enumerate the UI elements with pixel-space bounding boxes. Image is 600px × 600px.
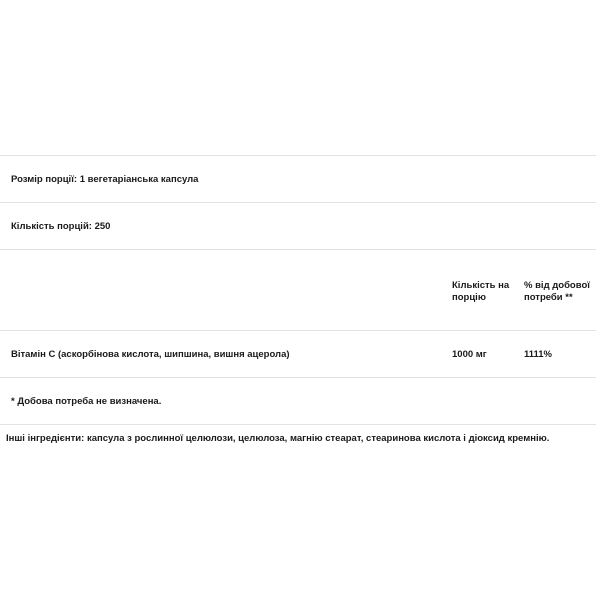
nutrient-name: Вітамін С (аскорбінова кислота, шипшина, вишня ацерола) — [11, 349, 290, 360]
servings-per-container-row — [0, 202, 596, 249]
daily-value-header: % від добової потреби ** — [524, 280, 590, 303]
nutrient-amount: 1000 мг — [452, 349, 487, 360]
servings-per-container-value: 250 — [94, 221, 111, 232]
servings-per-container-text — [11, 221, 110, 233]
footnote-row — [0, 377, 596, 424]
serving-size-text — [11, 174, 198, 186]
serving-size-row — [0, 155, 596, 202]
other-ingredients-text — [6, 433, 549, 445]
table-header-row — [0, 249, 596, 330]
serving-size-label: Розмір порції: — [11, 174, 78, 185]
table-row — [0, 330, 596, 377]
supplement-facts-panel — [0, 155, 596, 455]
other-ingredients-label: Інші інгредієнти: — [6, 433, 85, 444]
servings-per-container-label: Кількість порцій: — [11, 221, 92, 232]
footnote-text: * Добова потреба не визначена. — [11, 396, 162, 407]
other-ingredients-value: капсула з рослинної целюлози, целюлоза, магнію стеарат, стеаринова кислота і діоксид кремнію. — [86, 433, 550, 444]
amount-per-serving-header: Кількість на порцію — [452, 280, 510, 303]
other-ingredients-row — [0, 424, 596, 455]
serving-size-value: 1 вегетаріанська капсула — [79, 174, 199, 185]
nutrient-daily-value: 1111% — [524, 349, 553, 360]
